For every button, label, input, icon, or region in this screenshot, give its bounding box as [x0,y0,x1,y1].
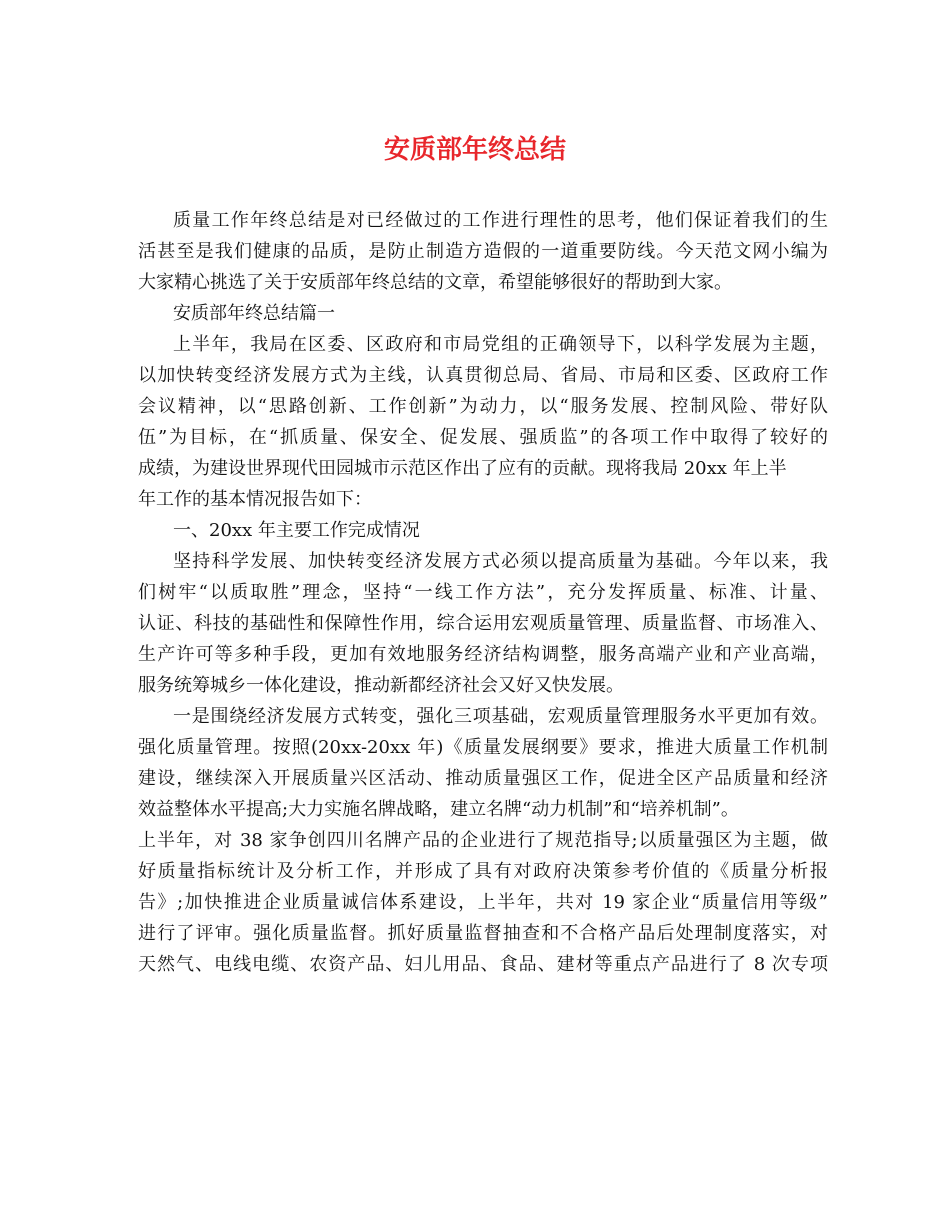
text-line: 告》;加快推进企业质量诚信体系建设，上半年，共对 19 家企业“质量信用等级” [138,892,828,913]
text-line: 以加快转变经济发展方式为主线，认真贯彻总局、省局、市局和区委、区政府工作 [138,365,828,386]
text-line: 会议精神，以“思路创新、工作创新”为动力，以“服务发展、控制风险、带好队 [138,396,828,417]
text-line: 质量工作年终总结是对已经做过的工作进行理性的思考，他们保证着我们的生 [173,210,828,231]
text-line: 成绩，为建设世界现代田园城市示范区作出了应有的贡献。现将我局 20xx 年上半 [138,458,787,479]
text-line: 上半年，我局在区委、区政府和市局党组的正确领导下，以科学发展为主题， [173,334,828,355]
text-line: 服务统筹城乡一体化建设，推动新都经济社会又好又快发展。 [138,675,624,696]
text-line: 一、20xx 年主要工作完成情况 [173,520,420,541]
text-line: 大家精心挑选了关于安质部年终总结的文章，希望能够很好的帮助到大家。 [138,272,732,293]
text-line: 进行了评审。强化质量监督。抓好质量监督抽查和不合格产品后处理制度落实，对 [138,923,828,944]
text-line: 们树牢“以质取胜”理念，坚持“一线工作方法”，充分发挥质量、标准、计量、 [138,582,828,603]
text-line: 效益整体水平提高;大力实施名牌战略，建立名牌“动力机制”和“培养机制”。 [138,799,739,820]
text-line: 天然气、电线电缆、农资产品、妇儿用品、食品、建材等重点产品进行了 8 次专项 [138,954,828,975]
text-line: 年工作的基本情况报告如下： [138,489,372,510]
text-line: 认证、科技的基础性和保障性作用，综合运用宏观质量管理、质量监督、市场准入、 [138,613,828,634]
document-title: 安质部年终总结 [383,135,566,165]
text-line: 生产许可等多种手段，更加有效地服务经济结构调整，服务高端产业和产业高端， [138,644,828,665]
text-line: 上半年，对 38 家争创四川名牌产品的企业进行了规范指导;以质量强区为主题，做 [138,830,828,851]
text-line: 好质量指标统计及分析工作，并形成了具有对政府决策参考价值的《质量分析报 [138,861,828,882]
text-line: 一是围绕经济发展方式转变，强化三项基础，宏观质量管理服务水平更加有效。 [173,706,828,727]
text-line: 建设，继续深入开展质量兴区活动、推动质量强区工作，促进全区产品质量和经济 [138,768,828,789]
document-body [138,205,828,980]
text-line: 伍”为目标，在“抓质量、保安全、促发展、强质监”的各项工作中取得了较好的 [138,427,828,448]
text-line: 坚持科学发展、加快转变经济发展方式必须以提高质量为基础。今年以来，我 [173,551,828,572]
text-line: 强化质量管理。按照(20xx-20xx 年)《质量发展纲要》要求，推进大质量工作机制 [138,737,828,758]
text-line: 活甚至是我们健康的品质，是防止制造方造假的一道重要防线。今天范文网小编为 [138,241,828,262]
text-line: 安质部年终总结篇一 [173,303,335,324]
